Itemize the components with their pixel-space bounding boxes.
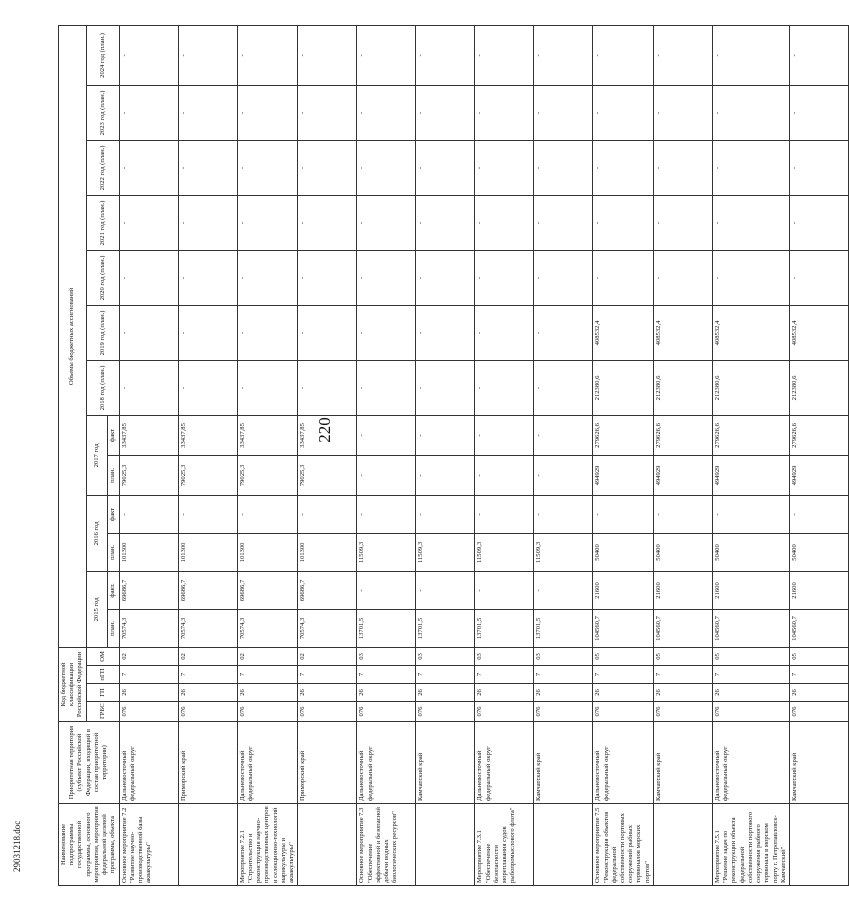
cell-y2023: - <box>534 85 593 140</box>
header-pgp: пГП <box>86 666 119 684</box>
cell-name: Мероприятие 7.2.1 "Строительство и реконструкция научно-производственных центров и селекционно-технологий марикультуры и аквакультуры" <box>237 804 298 886</box>
cell-f2017: - <box>534 415 593 455</box>
cell-territory: Дальневосточный федеральный округ <box>712 722 789 804</box>
cell-gp: 26 <box>119 684 178 702</box>
cell-territory: Камчатский край <box>790 722 849 804</box>
cell-pgp: 7 <box>475 666 534 684</box>
cell-y2023: - <box>790 85 849 140</box>
cell-pgp: 7 <box>237 666 298 684</box>
cell-y2018: - <box>416 360 475 415</box>
cell-y2024: - <box>119 25 178 85</box>
cell-gp: 26 <box>534 684 593 702</box>
cell-grbs: 076 <box>178 702 237 722</box>
cell-name: Основное мероприятие 7.2 "Развитие научно-производственной базы аквакультуры" <box>119 804 178 886</box>
cell-f2016: - <box>237 495 298 533</box>
cell-y2020: - <box>119 250 178 305</box>
header-2019: 2019 год (план.) <box>86 305 119 360</box>
header-2016-fact: факт <box>108 495 119 533</box>
cell-y2019: 408532,4 <box>712 305 789 360</box>
cell-pgp: 7 <box>534 666 593 684</box>
cell-gp: 26 <box>416 684 475 702</box>
header-grbs: ГРБС <box>86 702 119 722</box>
cell-y2018: - <box>534 360 593 415</box>
cell-y2021: - <box>178 195 237 250</box>
header-2017: 2017 год <box>86 415 108 495</box>
cell-p2015: 13701,5 <box>416 609 475 647</box>
rotated-page-content <box>58 26 799 886</box>
budget-allocations-table <box>58 25 849 886</box>
table-row <box>237 25 298 885</box>
cell-y2021: - <box>357 195 416 250</box>
cell-f2017: 33437,85 <box>119 415 178 455</box>
cell-f2016: - <box>298 495 357 533</box>
cell-y2019: - <box>475 305 534 360</box>
cell-p2016: 50400 <box>712 533 789 571</box>
cell-f2016: - <box>653 495 712 533</box>
cell-f2017: 33437,85 <box>178 415 237 455</box>
cell-p2015: 104560,7 <box>593 609 654 647</box>
file-name: 29031218.doc <box>12 820 22 872</box>
cell-name <box>178 804 237 886</box>
cell-y2024: - <box>357 25 416 85</box>
cell-f2017: 33437,85 <box>237 415 298 455</box>
table-row <box>534 25 593 885</box>
cell-p2016: 50400 <box>653 533 712 571</box>
table-row <box>357 25 416 885</box>
cell-y2021: - <box>653 195 712 250</box>
cell-y2019: - <box>237 305 298 360</box>
cell-gp: 26 <box>178 684 237 702</box>
cell-gp: 26 <box>790 684 849 702</box>
cell-y2023: - <box>298 85 357 140</box>
cell-gp: 26 <box>298 684 357 702</box>
cell-y2018: - <box>357 360 416 415</box>
cell-p2015: 104560,7 <box>712 609 789 647</box>
cell-grbs: 076 <box>237 702 298 722</box>
cell-grbs: 076 <box>790 702 849 722</box>
cell-p2016: 50400 <box>790 533 849 571</box>
cell-name: Основное мероприятие 7.3 "Обеспечение эффективной и безопасной добычи водных биологических ресурсов" <box>357 804 416 886</box>
cell-y2022: - <box>653 140 712 195</box>
table-row <box>712 25 789 885</box>
cell-y2022: - <box>712 140 789 195</box>
cell-territory: Дальневосточный федеральный округ <box>593 722 654 804</box>
cell-y2020: - <box>237 250 298 305</box>
cell-f2015: 69686,7 <box>119 571 178 609</box>
cell-p2015: 70574,3 <box>237 609 298 647</box>
cell-name <box>298 804 357 886</box>
cell-y2018: - <box>298 360 357 415</box>
cell-f2015: - <box>416 571 475 609</box>
cell-y2020: - <box>416 250 475 305</box>
cell-f2016: - <box>416 495 475 533</box>
cell-name <box>416 804 475 886</box>
cell-f2016: - <box>357 495 416 533</box>
cell-y2021: - <box>712 195 789 250</box>
cell-territory: Камчатский край <box>534 722 593 804</box>
cell-p2017: - <box>357 455 416 495</box>
cell-grbs: 076 <box>416 702 475 722</box>
cell-y2019: - <box>534 305 593 360</box>
table-row <box>790 25 849 885</box>
cell-grbs: 076 <box>593 702 654 722</box>
cell-p2016: 50400 <box>593 533 654 571</box>
cell-y2023: - <box>712 85 789 140</box>
cell-p2015: 13701,5 <box>357 609 416 647</box>
cell-y2018: 212380,6 <box>653 360 712 415</box>
header-2015: 2015 год <box>86 571 108 647</box>
cell-y2022: - <box>416 140 475 195</box>
cell-f2015: 21600 <box>790 571 849 609</box>
cell-p2017: - <box>475 455 534 495</box>
cell-y2019: - <box>119 305 178 360</box>
header-volumes-group: Объемы бюджетных ассигнований <box>59 25 87 647</box>
cell-pgp: 7 <box>178 666 237 684</box>
header-om: ОМ <box>86 647 119 665</box>
cell-grbs: 076 <box>475 702 534 722</box>
cell-p2016: 101300 <box>237 533 298 571</box>
cell-grbs: 076 <box>712 702 789 722</box>
cell-territory: Камчатский край <box>416 722 475 804</box>
cell-om: 03 <box>475 647 534 665</box>
cell-y2021: - <box>790 195 849 250</box>
cell-y2018: - <box>119 360 178 415</box>
cell-y2018: 212380,6 <box>593 360 654 415</box>
cell-y2024: - <box>178 25 237 85</box>
cell-y2018: 212380,6 <box>712 360 789 415</box>
cell-f2016: - <box>178 495 237 533</box>
cell-p2016: 11509,3 <box>416 533 475 571</box>
cell-p2016: 11509,3 <box>357 533 416 571</box>
cell-p2015: 70574,3 <box>298 609 357 647</box>
cell-y2024: - <box>475 25 534 85</box>
cell-y2024: - <box>593 25 654 85</box>
cell-p2016: 11509,3 <box>534 533 593 571</box>
cell-y2021: - <box>534 195 593 250</box>
cell-p2017: 494929 <box>790 455 849 495</box>
cell-pgp: 7 <box>298 666 357 684</box>
cell-p2017: - <box>534 455 593 495</box>
cell-grbs: 076 <box>119 702 178 722</box>
cell-p2017: 494929 <box>653 455 712 495</box>
cell-om: 05 <box>790 647 849 665</box>
cell-y2018: - <box>178 360 237 415</box>
cell-f2015: - <box>534 571 593 609</box>
cell-y2019: 408532,4 <box>790 305 849 360</box>
cell-p2015: 13701,5 <box>475 609 534 647</box>
cell-om: 03 <box>357 647 416 665</box>
cell-y2022: - <box>298 140 357 195</box>
cell-om: 03 <box>534 647 593 665</box>
cell-om: 05 <box>712 647 789 665</box>
cell-y2022: - <box>593 140 654 195</box>
cell-pgp: 7 <box>416 666 475 684</box>
cell-territory: Приморский край <box>298 722 357 804</box>
cell-y2023: - <box>653 85 712 140</box>
cell-f2016: - <box>593 495 654 533</box>
cell-y2023: - <box>593 85 654 140</box>
cell-f2017: - <box>416 415 475 455</box>
cell-pgp: 7 <box>653 666 712 684</box>
cell-territory: Дальневосточный федеральный округ <box>237 722 298 804</box>
cell-y2022: - <box>178 140 237 195</box>
cell-y2018: 212380,6 <box>790 360 849 415</box>
header-territory: Приоритетная территория (субъект Российской Федерации, входящий в состав приоритетной территории) <box>59 722 120 804</box>
cell-y2023: - <box>416 85 475 140</box>
cell-p2017: 79025,3 <box>237 455 298 495</box>
cell-y2021: - <box>119 195 178 250</box>
table-row <box>298 25 357 885</box>
cell-y2021: - <box>298 195 357 250</box>
cell-y2020: - <box>298 250 357 305</box>
header-2021: 2021 год (план.) <box>86 195 119 250</box>
cell-f2015: 69686,7 <box>178 571 237 609</box>
cell-territory: Дальневосточный федеральный округ <box>475 722 534 804</box>
cell-y2024: - <box>237 25 298 85</box>
cell-pgp: 7 <box>790 666 849 684</box>
cell-om: 02 <box>237 647 298 665</box>
cell-grbs: 076 <box>357 702 416 722</box>
table-body <box>119 25 848 885</box>
cell-name <box>534 804 593 886</box>
cell-y2019: - <box>357 305 416 360</box>
cell-f2015: 69686,7 <box>298 571 357 609</box>
header-2015-plan: план. <box>108 609 119 647</box>
cell-f2017: 279626,6 <box>712 415 789 455</box>
cell-y2024: - <box>712 25 789 85</box>
cell-y2019: 408532,4 <box>593 305 654 360</box>
cell-y2023: - <box>237 85 298 140</box>
cell-f2016: - <box>712 495 789 533</box>
cell-y2024: - <box>534 25 593 85</box>
cell-om: 02 <box>178 647 237 665</box>
cell-p2016: 101300 <box>178 533 237 571</box>
cell-f2017: - <box>357 415 416 455</box>
cell-y2022: - <box>119 140 178 195</box>
cell-y2024: - <box>790 25 849 85</box>
cell-territory: Приморский край <box>178 722 237 804</box>
cell-y2020: - <box>178 250 237 305</box>
cell-f2016: - <box>475 495 534 533</box>
cell-gp: 26 <box>653 684 712 702</box>
header-2020: 2020 год (план.) <box>86 250 119 305</box>
cell-pgp: 7 <box>712 666 789 684</box>
cell-f2016: - <box>534 495 593 533</box>
table-row <box>416 25 475 885</box>
cell-om: 02 <box>119 647 178 665</box>
cell-y2022: - <box>357 140 416 195</box>
cell-y2024: - <box>653 25 712 85</box>
table-row <box>593 25 654 885</box>
header-2016: 2016 год <box>86 495 108 571</box>
header-name: Наименование подпрограммы государственной программы, основного мероприятия, мероприятия федеральной целевой программы, объекта <box>59 804 120 886</box>
cell-gp: 26 <box>712 684 789 702</box>
cell-f2015: 69686,7 <box>237 571 298 609</box>
cell-p2015: 70574,3 <box>178 609 237 647</box>
cell-p2015: 70574,3 <box>119 609 178 647</box>
cell-f2015: - <box>475 571 534 609</box>
cell-p2016: 101300 <box>119 533 178 571</box>
cell-f2017: 279626,6 <box>593 415 654 455</box>
header-gp: ГП <box>86 684 119 702</box>
cell-y2023: - <box>357 85 416 140</box>
cell-p2017: 79025,3 <box>119 455 178 495</box>
cell-y2021: - <box>416 195 475 250</box>
cell-p2017: 494929 <box>593 455 654 495</box>
cell-pgp: 7 <box>357 666 416 684</box>
cell-p2015: 13701,5 <box>534 609 593 647</box>
header-2017-fact: факт <box>108 415 119 455</box>
cell-y2022: - <box>475 140 534 195</box>
cell-p2017: - <box>416 455 475 495</box>
cell-y2024: - <box>298 25 357 85</box>
table-row <box>653 25 712 885</box>
cell-f2015: - <box>357 571 416 609</box>
page-number: 220 <box>315 417 334 443</box>
cell-y2020: - <box>357 250 416 305</box>
cell-f2017: - <box>475 415 534 455</box>
header-2023: 2023 год (план.) <box>86 85 119 140</box>
cell-y2018: - <box>237 360 298 415</box>
cell-om: 05 <box>593 647 654 665</box>
cell-y2021: - <box>237 195 298 250</box>
header-2016-plan: план. <box>108 533 119 571</box>
table-row <box>119 25 178 885</box>
cell-y2022: - <box>237 140 298 195</box>
cell-om: 05 <box>653 647 712 665</box>
cell-territory: Дальневосточный федеральный округ <box>119 722 178 804</box>
cell-p2017: 79025,3 <box>178 455 237 495</box>
cell-f2015: 21600 <box>593 571 654 609</box>
header-2017-plan: план. <box>108 455 119 495</box>
cell-y2020: - <box>593 250 654 305</box>
cell-p2015: 104560,7 <box>790 609 849 647</box>
cell-y2024: - <box>416 25 475 85</box>
cell-grbs: 076 <box>653 702 712 722</box>
cell-gp: 26 <box>237 684 298 702</box>
header-2015-fact: факт. <box>108 571 119 609</box>
cell-f2015: 21600 <box>653 571 712 609</box>
cell-y2023: - <box>119 85 178 140</box>
cell-name: Основное мероприятие 7.5 "Реконструкция объектов федеральной собственности портовых сооружений рыбных терминалов морских портов" <box>593 804 654 886</box>
header-2024: 2024 год (план.) <box>86 25 119 85</box>
cell-y2019: 408532,4 <box>653 305 712 360</box>
cell-y2020: - <box>475 250 534 305</box>
cell-f2017: 279626,6 <box>653 415 712 455</box>
cell-gp: 26 <box>475 684 534 702</box>
cell-y2022: - <box>534 140 593 195</box>
cell-gp: 26 <box>593 684 654 702</box>
cell-name <box>653 804 712 886</box>
cell-f2016: - <box>790 495 849 533</box>
cell-y2020: - <box>712 250 789 305</box>
cell-y2020: - <box>534 250 593 305</box>
header-2018: 2018 год (план.) <box>86 360 119 415</box>
cell-y2023: - <box>178 85 237 140</box>
cell-y2022: - <box>790 140 849 195</box>
cell-y2019: - <box>416 305 475 360</box>
cell-y2020: - <box>790 250 849 305</box>
cell-y2021: - <box>593 195 654 250</box>
table-row <box>178 25 237 885</box>
cell-y2023: - <box>475 85 534 140</box>
cell-p2016: 101300 <box>298 533 357 571</box>
cell-om: 02 <box>298 647 357 665</box>
cell-name: Мероприятие 7.3.1 "Обеспечение безопасности мореплавания судов рыбопромыслового флота" <box>475 804 534 886</box>
cell-gp: 26 <box>357 684 416 702</box>
cell-f2017: 279626,6 <box>790 415 849 455</box>
header-2022: 2022 год (план.) <box>86 140 119 195</box>
table-row <box>475 25 534 885</box>
cell-y2020: - <box>653 250 712 305</box>
cell-pgp: 7 <box>119 666 178 684</box>
cell-f2016: - <box>119 495 178 533</box>
cell-om: 03 <box>416 647 475 665</box>
cell-name <box>790 804 849 886</box>
cell-territory: Камчатский край <box>653 722 712 804</box>
cell-p2015: 104560,7 <box>653 609 712 647</box>
header-code-group: Код бюджетной классификации Российской Федерации <box>59 647 87 721</box>
cell-f2017: 33437,85 <box>298 415 357 455</box>
cell-territory: Дальневосточный федеральный округ <box>357 722 416 804</box>
cell-y2019: - <box>298 305 357 360</box>
cell-name: Мероприятие 7.5.1 "Решение задач по реконструкции объекта федеральной собственности портового сооружения рыбного терминала в морском порту г. Петропавловск-Камчатский" <box>712 804 789 886</box>
cell-y2018: - <box>475 360 534 415</box>
cell-grbs: 076 <box>298 702 357 722</box>
cell-pgp: 7 <box>593 666 654 684</box>
cell-p2017: 79025,3 <box>298 455 357 495</box>
cell-p2016: 11509,3 <box>475 533 534 571</box>
cell-y2019: - <box>178 305 237 360</box>
cell-f2015: 21600 <box>712 571 789 609</box>
cell-grbs: 076 <box>534 702 593 722</box>
cell-p2017: 494929 <box>712 455 789 495</box>
cell-y2021: - <box>475 195 534 250</box>
